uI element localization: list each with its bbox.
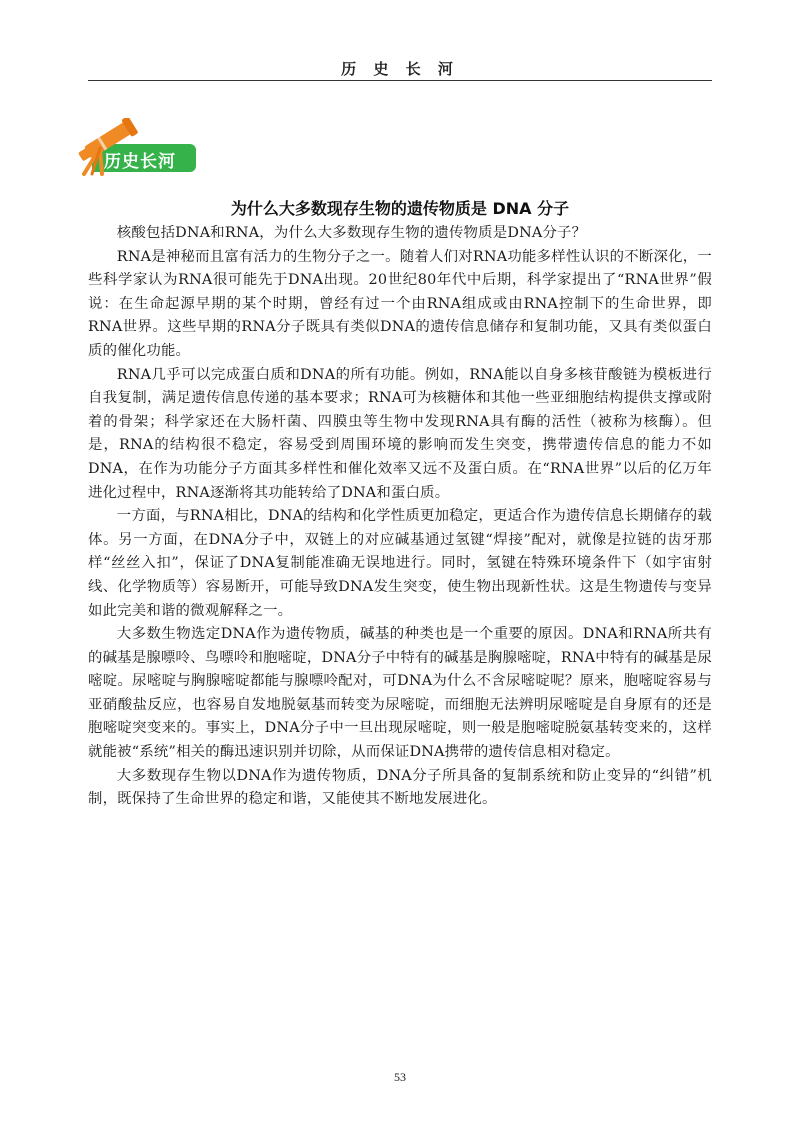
paragraph-1: 核酸包括DNA和RNA，为什么大多数现存生物的遗传物质是DNA分子？	[116, 225, 587, 241]
page-number: 53	[394, 1070, 406, 1084]
section-badge-label: 历史长河	[104, 152, 176, 172]
running-header: 历 史 长 河	[341, 60, 459, 78]
paragraph-4: 一方面，与RNA相比，DNA的结构和化学性质更加稳定，更适合作为遗传信息长期储存的载体。另一方面，在DNA分子中，双链上的对应碱基通过氢键“焊接”配对，就像是拉链的齿牙那样“丝丝入扣”，保证了DNA复制能准确无误地进行。同时，氢键在特殊环境条件下（如宇宙射线、化学物质等）容易断开，可能导致DNA发生突变，使生物出现新性状。这是生物遗传与变异如此完美和谐的微观解释之一。	[88, 508, 712, 619]
paragraph-3: RNA几乎可以完成蛋白质和DNA的所有功能。例如，RNA能以自身多核苷酸链为模板进行自我复制，满足遗传信息传递的基本要求；RNA可为核糖体和其他一些亚细胞结构提供支撑或附着的骨架；科学家还在大肠杆菌、四膜虫等生物中发现RNA具有酶的活性（被称为核酶）。但是，RNA的结构很不稳定，容易受到周围环境的影响而发生突变，携带遗传信息的能力不如DNA，在作为功能分子方面其多样性和催化效率又远不及蛋白质。在“RNA世界”以后的亿万年进化过程中，RNA逐渐将其功能转给了DNA和蛋白质。	[88, 366, 712, 501]
paragraph-6: 大多数现存生物以DNA作为遗传物质，DNA分子所具备的复制系统和防止变异的“纠错”机制，既保持了生命世界的稳定和谐，又能使其不断地发展进化。	[88, 767, 712, 808]
section-badge	[70, 118, 210, 176]
article-title: 为什么大多数现存生物的遗传物质是 DNA 分子	[230, 199, 570, 218]
article-body	[88, 222, 712, 812]
header-rule	[88, 80, 712, 81]
paragraph-2: RNA是神秘而且富有活力的生物分子之一。随着人们对RNA功能多样性认识的不断深化，一些科学家认为RNA很可能先于DNA出现。20世纪80年代中后期，科学家提出了“RNA世界”假说：在生命起源早期的某个时期，曾经有过一个由RNA组成或由RNA控制下的生命世界，即RNA世界。这些早期的RNA分子既具有类似DNA的遗传信息储存和复制功能，又具有类似蛋白质的催化功能。	[88, 248, 712, 359]
paragraph-5: 大多数生物选定DNA作为遗传物质，碱基的种类也是一个重要的原因。DNA和RNA所共有的碱基是腺嘌呤、鸟嘌呤和胞嘧啶，DNA分子中特有的碱基是胸腺嘧啶，RNA中特有的碱基是尿嘧啶。尿嘧啶与胸腺嘧啶都能与腺嘌呤配对，可DNA为什么不含尿嘧啶呢？原来，胞嘧啶容易与亚硝酸盐反应，也容易自发地脱氨基而转变为尿嘧啶，而细胞无法辨明尿嘧啶是自身原有的还是胞嘧啶突变来的。事实上，DNA分子中一旦出现尿嘧啶，则一般是胞嘧啶脱氨基转变来的，这样就能被“系统”相关的酶迅速识别并切除，从而保证DNA携带的遗传信息相对稳定。	[88, 626, 712, 761]
